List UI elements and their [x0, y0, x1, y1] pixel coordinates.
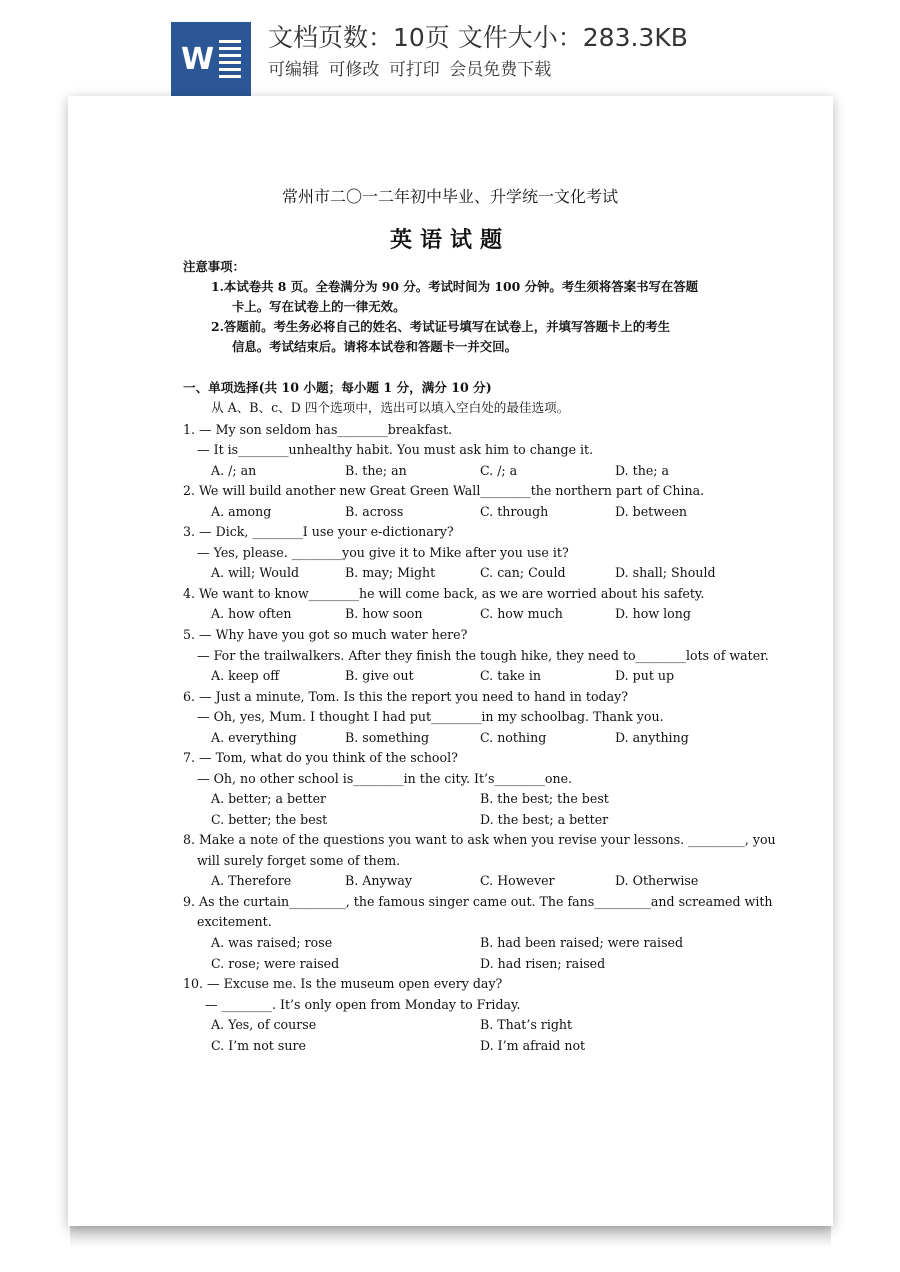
- question-3-option-b: B. may; Might: [345, 565, 436, 580]
- file-info-title: 文档页数：10页 文件大小：283.3KB: [268, 23, 688, 52]
- section-heading: 一、单项选择(共 10 小题；每小题 1 分，满分 10 分): [183, 380, 492, 395]
- question-10-option-c: C. I’m not sure: [211, 1038, 306, 1053]
- question-1-option-d: D. the; a: [615, 463, 670, 478]
- word-logo-letter: W: [181, 42, 215, 77]
- question-5-option-a: A. keep off: [211, 668, 280, 683]
- question-10-option-d: D. I’m afraid not: [480, 1038, 586, 1053]
- question-8-line-2: will surely forget some of them.: [197, 853, 401, 868]
- question-5: 5. — Why have you got so much water here?: [183, 627, 468, 642]
- question-5-line-2: — For the trailwalkers. After they finish the tough hike, they need to________lots of water.: [197, 648, 769, 663]
- notice-item-2: 2.答题前。考生务必将自己的姓名、考试证号填写在试卷上，并填写答题卡上的考生: [211, 319, 670, 334]
- question-2-option-a: A. among: [211, 504, 272, 519]
- question-9-option-c: C. rose; were raised: [211, 956, 340, 971]
- question-6-line-2: — Oh, yes, Mum. I thought I had put________in my schoolbag. Thank you.: [197, 709, 664, 724]
- question-2-option-b: B. across: [345, 504, 404, 519]
- question-10-option-a: A. Yes, of course: [211, 1017, 317, 1032]
- question-6-option-d: D. anything: [615, 730, 689, 745]
- question-10: 10. — Excuse me. Is the museum open every day?: [183, 976, 503, 991]
- question-7-option-a: A. better; a better: [211, 791, 327, 806]
- word-document-icon: [171, 22, 251, 96]
- file-info-subtitle: 可编辑 可修改 可打印 会员免费下载: [268, 60, 552, 80]
- question-4-option-a: A. how often: [211, 606, 292, 621]
- question-9-option-d: D. had risen; raised: [480, 956, 606, 971]
- question-10-option-b: B. That’s right: [480, 1017, 573, 1032]
- question-7-option-b: B. the best; the best: [480, 791, 609, 806]
- question-5-option-d: D. put up: [615, 668, 675, 683]
- page-shadow: [70, 1226, 831, 1248]
- question-5-option-b: B. give out: [345, 668, 414, 683]
- question-7-option-d: D. the best; a better: [480, 812, 609, 827]
- question-9-option-a: A. was raised; rose: [211, 935, 333, 950]
- question-3-option-c: C. can; Could: [480, 565, 566, 580]
- question-10-line-2: — ________. It’s only open from Monday to Friday.: [205, 997, 521, 1012]
- question-4-option-d: D. how long: [615, 606, 691, 621]
- question-4-option-b: B. how soon: [345, 606, 423, 621]
- question-6-option-b: B. something: [345, 730, 430, 745]
- question-1: 1. — My son seldom has________breakfast.: [183, 422, 453, 437]
- question-8-option-c: C. However: [480, 873, 555, 888]
- question-1-option-a: A. /; an: [211, 463, 257, 478]
- exam-title: 常州市二〇一二年初中毕业、升学统一文化考试: [281, 187, 618, 206]
- question-9: 9. As the curtain_________, the famous singer came out. The fans_________and screamed with: [183, 894, 773, 909]
- question-6-option-a: A. everything: [211, 730, 297, 745]
- question-7-option-c: C. better; the best: [211, 812, 328, 827]
- question-2-option-d: D. between: [615, 504, 688, 519]
- question-2: 2. We will build another new Great Green Wall________the northern part of China.: [183, 483, 705, 498]
- question-2-option-c: C. through: [480, 504, 549, 519]
- question-1-line-2: — It is________unhealthy habit. You must ask him to change it.: [197, 442, 594, 457]
- download-banner: [0, 0, 900, 96]
- question-7-line-2: — Oh, no other school is________in the city. It’s________one.: [197, 771, 573, 786]
- question-8: 8. Make a note of the questions you want to ask when you revise your lessons. _________, you: [183, 832, 776, 847]
- notice-item-1-cont: 卡上。写在试卷上的一律无效。: [232, 299, 406, 314]
- question-8-option-b: B. Anyway: [345, 873, 412, 888]
- notice-item-2-cont: 信息。考试结束后。请将本试卷和答题卡一并交回。: [232, 339, 517, 354]
- question-6: 6. — Just a minute, Tom. Is this the report you need to hand in today?: [183, 689, 628, 704]
- question-1-option-b: B. the; an: [345, 463, 407, 478]
- question-8-option-a: A. Therefore: [211, 873, 292, 888]
- question-7: 7. — Tom, what do you think of the school?: [183, 750, 458, 765]
- notice-heading: 注意事项：: [183, 259, 245, 274]
- question-3: 3. — Dick, ________I use your e-dictionary?: [183, 524, 454, 539]
- question-6-option-c: C. nothing: [480, 730, 547, 745]
- question-5-option-c: C. take in: [480, 668, 541, 683]
- question-4-option-c: C. how much: [480, 606, 563, 621]
- question-3-option-a: A. will; Would: [211, 565, 300, 580]
- exam-subject: 英语试题: [389, 227, 510, 253]
- question-3-line-2: — Yes, please. ________you give it to Mike after you use it?: [197, 545, 569, 560]
- question-1-option-c: C. /; a: [480, 463, 518, 478]
- question-4: 4. We want to know________he will come back, as we are worried about his safety.: [183, 586, 705, 601]
- notice-item-1: 1.本试卷共 8 页。全卷满分为 90 分。考试时间为 100 分钟。考生须将答案书写在答题: [211, 279, 699, 294]
- question-3-option-d: D. shall; Should: [615, 565, 716, 580]
- section-instruction: 从 A、B、c、D 四个选项中，选出可以填入空白处的最佳选项。: [211, 400, 570, 415]
- question-9-line-2: excitement.: [197, 914, 272, 929]
- document-lines-icon: [219, 40, 241, 82]
- question-8-option-d: D. Otherwise: [615, 873, 699, 888]
- question-9-option-b: B. had been raised; were raised: [480, 935, 684, 950]
